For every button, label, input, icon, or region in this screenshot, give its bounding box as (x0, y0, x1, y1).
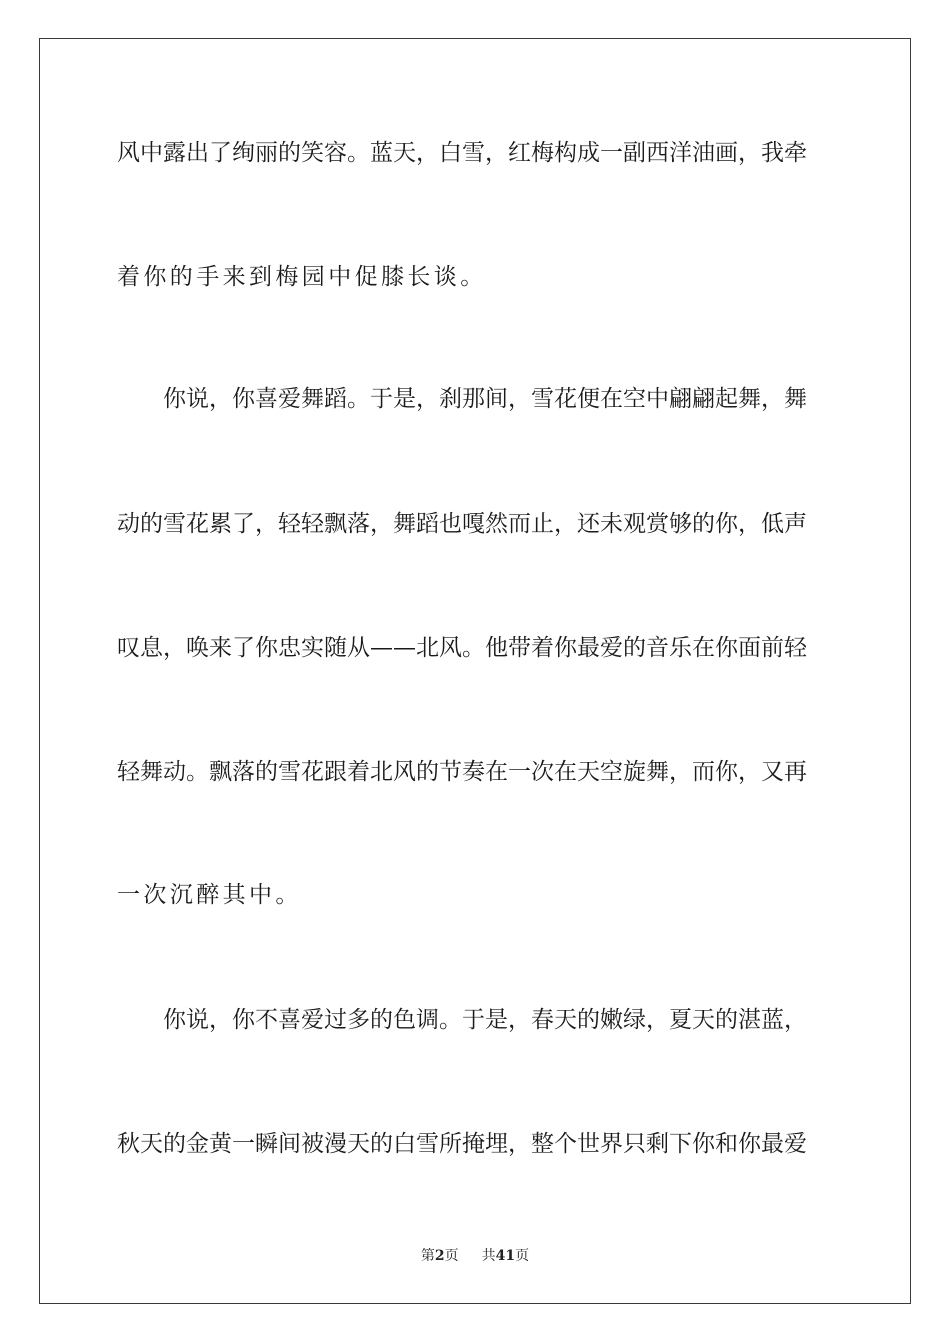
paragraph-2-line-5: 一次沉醉其中。 (117, 882, 302, 908)
total-prefix: 共 (481, 1248, 496, 1264)
paragraph-2-line-3: 叹息，唤来了你忠实随从——北风。他带着你最爱的音乐在你面前轻 (117, 635, 807, 661)
paragraph-2-line-4: 轻舞动。飘落的雪花跟着北风的节奏在一次在天空旋舞，而你，又再 (117, 759, 807, 785)
page-prefix: 第 (420, 1248, 435, 1264)
page-border (39, 38, 911, 1304)
total-pages: 41 (495, 1248, 516, 1264)
body-line-2: 着你的手来到梅园中促膝长谈。 (117, 264, 487, 290)
paragraph-2-line-2: 动的雪花累了，轻轻飘落，舞蹈也嘎然而止，还未观赏够的你，低声 (117, 511, 807, 537)
paragraph-3-line-2: 秋天的金黄一瞬间被漫天的白雪所掩埋，整个世界只剩下你和你最爱 (117, 1131, 807, 1157)
page-suffix: 页 (444, 1248, 459, 1264)
body-line-1: 风中露出了绚丽的笑容。蓝天，白雪，红梅构成一副西洋油画，我牵 (117, 140, 807, 166)
paragraph-3-line-1: 你说，你不喜爱过多的色调。于是，春天的嫩绿，夏天的湛蓝， (163, 1007, 807, 1033)
page-footer (0, 1247, 950, 1265)
total-suffix: 页 (515, 1248, 530, 1264)
paragraph-2-line-1: 你说，你喜爱舞蹈。于是，刹那间，雪花便在空中翩翩起舞，舞 (163, 386, 807, 412)
page-number: 2 (434, 1248, 445, 1264)
